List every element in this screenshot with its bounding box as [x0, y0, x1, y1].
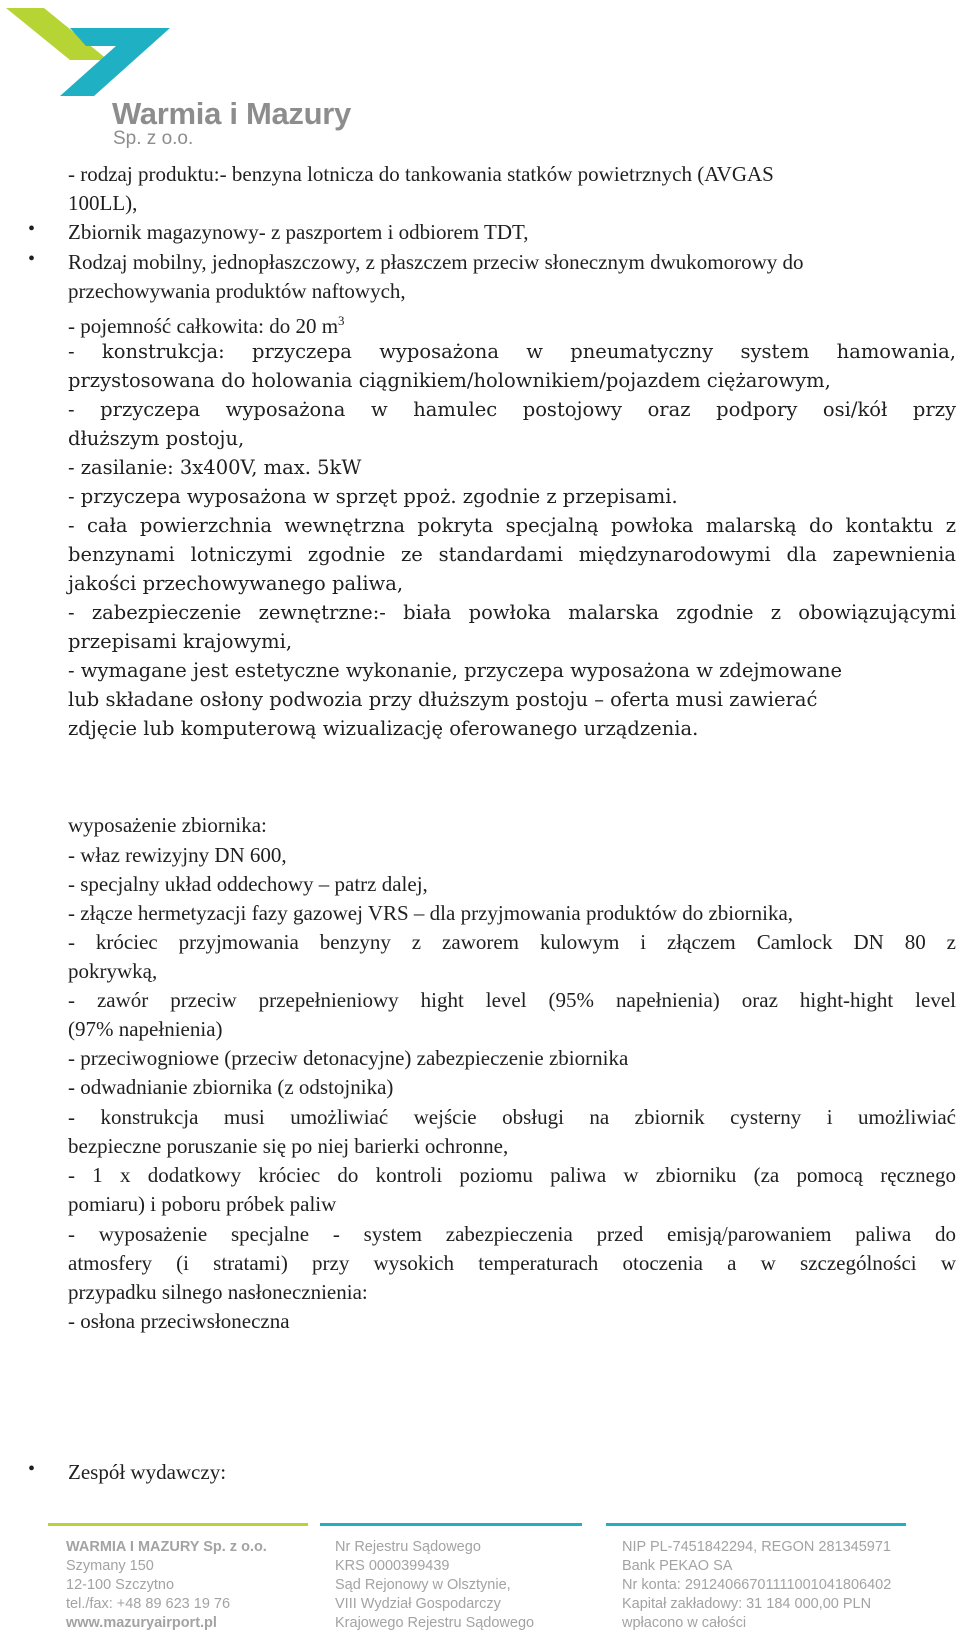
paragraph-line: przechowywania produktów naftowych, [68, 279, 406, 303]
paragraph-line: jakości przechowywanego paliwa, [68, 572, 404, 595]
paragraph-line: bezpieczne poruszanie się po niej barierki ochronne, [68, 1134, 509, 1158]
paragraph-line: benzynami lotniczymi zgodnie ze standardami międzynarodowymi dla zapewnienia [68, 543, 956, 566]
paragraph-line: - wymagane jest estetyczne wykonanie, przyczepa wyposażona w zdejmowane [68, 659, 843, 682]
paragraph-line: pokrywką, [68, 959, 158, 983]
logo-company-name: Warmia i Mazury [112, 96, 351, 131]
footer-registry-line: Sąd Rejonowy w Olsztynie, [335, 1577, 511, 1593]
paragraph-line: - właz rewizyjny DN 600, [68, 843, 287, 867]
paragraph-line: 100LL), [68, 191, 138, 215]
bullet-icon: • [28, 1458, 36, 1480]
footer-registry-line: Krajowego Rejestru Sądowego [335, 1615, 535, 1631]
bullet-line: Rodzaj mobilny, jednopłaszczowy, z płaszczem przeciw słonecznym dwukomorowy do [68, 250, 804, 274]
footer-phone: tel./fax: +48 89 623 19 76 [66, 1596, 231, 1612]
company-logo-icon [0, 0, 200, 110]
footer-address-line: 12-100 Szczytno [66, 1577, 175, 1593]
letterhead [0, 0, 960, 150]
footer-finance-line: NIP PL-7451842294, REGON 281345971 [622, 1539, 891, 1555]
paragraph-line: - przyczepa wyposażona w hamulec postojowy oraz podpory osi/kół przy [68, 398, 956, 421]
section-heading: wyposażenie zbiornika: [68, 813, 267, 837]
paragraph-line: - przeciwogniowe (przeciw detonacyjne) zabezpieczenie zbiornika [68, 1046, 629, 1070]
paragraph-line: zdjęcie lub komputerową wizualizację oferowanego urządzenia. [68, 717, 699, 740]
paragraph-line: - konstrukcja: przyczepa wyposażona w pneumatyczny system hamowania, [68, 340, 956, 363]
bullet-icon: • [28, 218, 36, 240]
capacity-text: - pojemność całkowita: do 20 m [68, 314, 339, 338]
paragraph-line: przypadku silnego nasłonecznienia: [68, 1280, 368, 1304]
bullet-line: Zbiornik magazynowy- z paszportem i odbiorem TDT, [68, 220, 529, 244]
logo-company-suffix: Sp. z o.o. [113, 128, 194, 149]
paragraph-line: - zawór przeciw przepełnieniowy hight level (95% napełnienia) oraz hight-hight level [68, 988, 956, 1012]
paragraph-line: przystosowana do holowania ciągnikiem/holownikiem/pojazdem ciężarowym, [68, 369, 831, 392]
paragraph-line: pomiaru) i poboru próbek paliw [68, 1192, 337, 1216]
footer-divider-teal [320, 1523, 582, 1526]
footer-registry-column [335, 1538, 534, 1633]
footer-address-line: Szymany 150 [66, 1558, 154, 1574]
paragraph-line: dłuższym postoju, [68, 427, 245, 450]
paragraph-line: - złącze hermetyzacji fazy gazowej VRS – dla przyjmowania produktów do zbiornika, [68, 901, 794, 925]
footer-finance-column [622, 1538, 891, 1633]
footer-website-link[interactable]: www.mazuryairport.pl [66, 1615, 217, 1631]
footer-divider-green [48, 1523, 308, 1526]
superscript: 3 [338, 313, 345, 328]
paragraph-line: - osłona przeciwsłoneczna [68, 1309, 290, 1333]
paragraph-line: - specjalny układ oddechowy – patrz dalej, [68, 872, 428, 896]
bullet-line: Zespół wydawczy: [68, 1460, 227, 1484]
footer-company-column [66, 1538, 267, 1633]
paragraph-line: - cała powierzchnia wewnętrzna pokryta specjalną powłoka malarską do kontaktu z [68, 514, 956, 537]
footer-finance-line: wpłacono w całości [622, 1615, 747, 1631]
paragraph-line: - 1 x dodatkowy króciec do kontroli poziomu paliwa w zbiorniku (za pomocą ręcznego [68, 1163, 956, 1187]
footer-registry-line: KRS 0000399439 [335, 1558, 450, 1574]
paragraph-line: przepisami krajowymi, [68, 630, 293, 653]
paragraph-line: - zasilanie: 3x400V, max. 5kW [68, 456, 362, 479]
paragraph-line: - zabezpieczenie zewnętrzne:- biała powłoka malarska zgodnie z obowiązującymi [68, 601, 956, 624]
paragraph-line: - rodzaj produktu:- benzyna lotnicza do tankowania statków powietrznych (AVGAS [68, 162, 774, 186]
footer-finance-line: Kapitał zakładowy: 31 184 000,00 PLN [622, 1596, 872, 1612]
footer-registry-line: VIII Wydział Gospodarczy [335, 1596, 501, 1612]
footer-finance-line: Nr konta: 29124066701111001041806402 [622, 1577, 892, 1593]
footer-divider-teal [606, 1523, 906, 1526]
paragraph-line [68, 306, 956, 341]
paragraph-line: - króciec przyjmowania benzyny z zaworem kulowym i złączem Camlock DN 80 z [68, 930, 956, 954]
paragraph-line: lub składane osłony podwozia przy dłuższym postoju – oferta musi zawierać [68, 688, 818, 711]
paragraph-line: - konstrukcja musi umożliwiać wejście obsługi na zbiornik cysterny i umożliwiać [68, 1105, 956, 1129]
paragraph-line: (97% napełnienia) [68, 1017, 223, 1041]
footer-company-name: WARMIA I MAZURY Sp. z o.o. [66, 1539, 267, 1555]
paragraph-line: - wyposażenie specjalne - system zabezpieczenia przed emisją/parowaniem paliwa do [68, 1222, 956, 1246]
paragraph-line: - przyczepa wyposażona w sprzęt ppoż. zgodnie z przepisami. [68, 485, 678, 508]
footer-finance-line: Bank PEKAO SA [622, 1558, 733, 1574]
paragraph-line: atmosfery (i stratami) przy wysokich temperaturach otoczenia a w szczególności w [68, 1251, 956, 1275]
paragraph-line: - odwadnianie zbiornika (z odstojnika) [68, 1075, 394, 1099]
footer-registry-line: Nr Rejestru Sądowego [335, 1539, 481, 1555]
bullet-icon: • [28, 248, 36, 270]
